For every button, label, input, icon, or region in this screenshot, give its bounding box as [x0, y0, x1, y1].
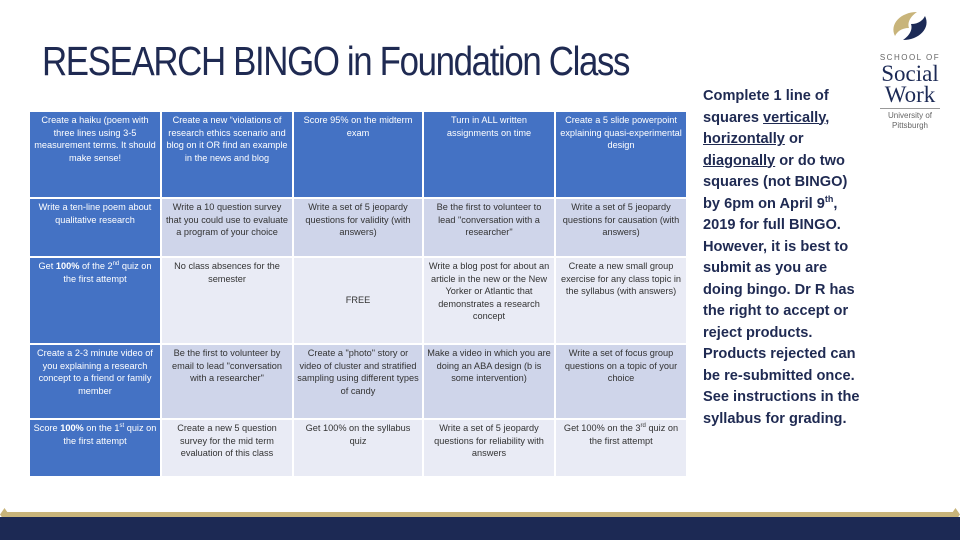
- bingo-square: [424, 112, 554, 197]
- bingo-square: [162, 345, 292, 418]
- bingo-square: [424, 258, 554, 343]
- square-text: Create a new small group exercise for any class topic in the syllabus (with answers): [561, 261, 681, 296]
- square-text: Create a new “violations of research ethics scenario and blog on it OR find an example in the news and blog: [166, 115, 288, 163]
- square-text: Write a ten-line poem about qualitative research: [38, 202, 152, 225]
- square-text: quiz on the first attempt: [63, 423, 157, 446]
- footer-bar: [0, 517, 960, 540]
- square-text: FREE: [345, 295, 371, 306]
- square-text: Write a set of 5 jeopardy questions for validity (with answers): [305, 202, 411, 237]
- logo-school-of: SCHOOL OF: [879, 53, 941, 62]
- instructions-underline: vertically,: [763, 109, 830, 126]
- logo-university: University of Pittsburgh: [880, 108, 940, 131]
- bingo-square: [556, 199, 686, 256]
- square-text: Be the first to volunteer by email to lead "conversation with a researcher": [172, 348, 282, 383]
- instructions-sup: th: [824, 193, 834, 204]
- instructions-text: [703, 86, 867, 430]
- square-text: Write a set of focus group questions on a topic of your choice: [564, 348, 678, 383]
- bingo-square: [424, 420, 554, 476]
- square-text: Get 100% on the 3: [563, 423, 641, 433]
- instructions-part: Complete 1 line of squares: [703, 88, 829, 126]
- square-text: Write a set of 5 jeopardy questions for reliability with answers: [434, 423, 544, 458]
- square-text: Get: [38, 261, 56, 271]
- page-title: RESEARCH BINGO in Foundation Class: [42, 38, 630, 84]
- bingo-square: [30, 258, 160, 343]
- square-text: Create a haiku (poem with three lines using 3-5 measurement terms. It should make sense!: [34, 115, 156, 163]
- instructions-part: , 2019 for full BINGO. However, it is best to submit as you are doing bingo. Dr R has the right to accept or reject products. Products rejected can be re-submitted once. See instructions in the syllabus for grading.: [703, 195, 860, 427]
- square-text: on the 1: [83, 423, 120, 433]
- bingo-square: [162, 420, 292, 476]
- logo-social: Social: [881, 61, 939, 86]
- university-logo: [874, 6, 946, 131]
- square-text: Be the first to volunteer to lead "conversation with a researcher": [436, 202, 542, 237]
- bingo-grid: [30, 112, 686, 476]
- bingo-square: [556, 345, 686, 418]
- square-text: 100%: [55, 261, 80, 271]
- bingo-square: [294, 199, 422, 256]
- logo-work: Work: [884, 82, 936, 107]
- bingo-square: [556, 258, 686, 343]
- square-text: Write a set of 5 jeopardy questions for causation (with answers): [562, 202, 680, 237]
- bingo-square: [294, 420, 422, 476]
- bingo-square: [424, 345, 554, 418]
- square-text: Get 100% on the syllabus quiz: [305, 423, 411, 446]
- square-text: Write a 10 question survey that you could use to evaluate a program of your choice: [165, 202, 289, 237]
- square-text: rd: [640, 422, 646, 429]
- square-text: Turn in ALL written assignments on time: [446, 115, 532, 138]
- bingo-square: [556, 112, 686, 197]
- bingo-square: [30, 112, 160, 197]
- square-text: quiz on the first attempt: [589, 423, 679, 446]
- bingo-square: [30, 345, 160, 418]
- hands-logo-icon: [887, 6, 933, 46]
- square-text: quiz on the first attempt: [63, 261, 152, 284]
- square-text: st: [119, 422, 125, 429]
- square-text: Create a 5 slide powerpoint explaining quasi-experimental design: [560, 115, 682, 150]
- bingo-square: [556, 420, 686, 476]
- bingo-square: [424, 199, 554, 256]
- square-text: No class absences for the semester: [174, 261, 280, 284]
- bingo-square: [162, 199, 292, 256]
- square-text: Create a 2-3 minute video of you explaining a research concept to a friend or family member: [37, 348, 153, 396]
- square-text: Score: [33, 423, 61, 433]
- square-text: Create a "photo" story or video of cluster and stratified sampling using different types of candy: [297, 348, 419, 396]
- square-text: Write a blog post for about an article in the new or the New Yorker or Atlantic that demonstrates a research concept: [428, 261, 550, 321]
- bingo-square: [30, 199, 160, 256]
- bingo-square: [294, 345, 422, 418]
- square-text: 100%: [60, 423, 84, 433]
- instructions-part: or do two squares (not BINGO) by 6pm on April 9: [703, 152, 848, 212]
- bingo-square: [162, 258, 292, 343]
- bingo-square: [162, 112, 292, 197]
- bingo-square: [294, 112, 422, 197]
- bingo-square: [30, 420, 160, 476]
- square-text: of the 2: [79, 261, 113, 271]
- instructions-underline: horizontally: [703, 131, 785, 147]
- bingo-free-square: [294, 258, 422, 343]
- instructions-part: or: [784, 131, 804, 147]
- instructions-underline: diagonally: [703, 152, 776, 169]
- square-text: Create a new 5 question survey for the mid term evaluation of this class: [177, 423, 277, 458]
- square-text: nd: [112, 260, 120, 267]
- square-text: Make a video in which you are doing an ABA design (b is some intervention): [427, 348, 551, 383]
- square-text: Score 95% on the midterm exam: [303, 115, 413, 138]
